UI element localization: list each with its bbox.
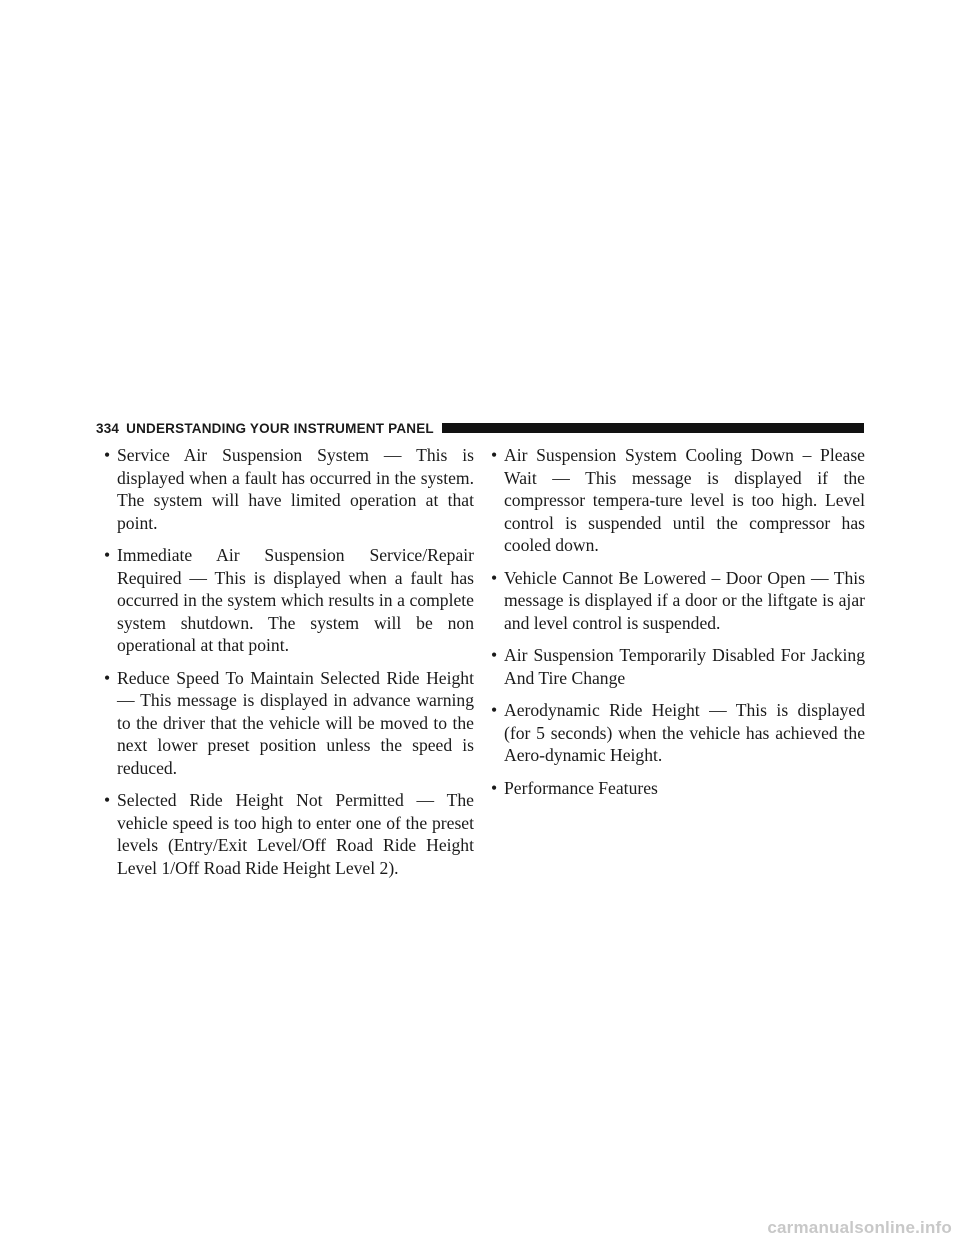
- list-item: [104, 789, 474, 879]
- bullet-icon: •: [491, 445, 498, 465]
- list-item: [104, 544, 474, 657]
- list-item: [491, 567, 865, 635]
- right-column: [491, 444, 865, 809]
- bullet-icon: •: [104, 667, 111, 688]
- page-number: 334: [96, 420, 120, 436]
- bullet-icon: •: [104, 545, 111, 565]
- header-rule: [442, 423, 864, 433]
- list-item: [491, 777, 865, 800]
- bullet-icon: •: [491, 700, 498, 720]
- list-item-text: Performance Features: [504, 777, 658, 798]
- left-bullet-list: [104, 444, 474, 879]
- bullet-icon: •: [104, 445, 111, 465]
- list-item-text: Service Air Suspension System — This is displayed when a fault has occurred in the system. The system will have limited operation at that point.: [117, 445, 474, 533]
- list-item-text: Selected Ride Height Not Permitted — The vehicle speed is too high to enter one of the preset levels (Entry/Exit Level/Off Road Ride Height Level 1/Off Road Ride Height Level 2).: [117, 790, 474, 878]
- list-item: [491, 444, 865, 557]
- list-item: [491, 644, 865, 689]
- section-title: UNDERSTANDING YOUR INSTRUMENT PANEL: [126, 420, 434, 436]
- list-item-text: Air Suspension Temporarily Disabled For Jacking And Tire Change: [504, 645, 865, 688]
- bullet-icon: •: [104, 790, 111, 810]
- list-item: [104, 444, 474, 534]
- page-header: [96, 419, 864, 437]
- list-item-text: Air Suspension System Cooling Down – Please Wait — This message is displayed if the compressor tempera-ture level is too high. Level control is suspended until the compressor has cooled down.: [504, 445, 865, 555]
- bullet-icon: •: [491, 567, 498, 588]
- list-item: [104, 667, 474, 780]
- bullet-icon: •: [491, 777, 498, 798]
- list-item-text: Vehicle Cannot Be Lowered – Door Open — This message is displayed if a door or the liftgate is ajar and level control is suspended.: [504, 567, 865, 633]
- list-item-text: Reduce Speed To Maintain Selected Ride Height — This message is displayed in advance warning to the driver that the vehicle will be moved to the next lower preset position unless the speed is reduced.: [117, 667, 474, 778]
- list-item-text: Immediate Air Suspension Service/Repair Required — This is displayed when a fault has occurred in the system which results in a complete system shutdown. The system will be non operational at that point.: [117, 545, 474, 655]
- watermark: carmanualsonline.info: [767, 1218, 952, 1237]
- right-bullet-list: [491, 444, 865, 799]
- bullet-icon: •: [491, 645, 498, 665]
- left-column: [104, 444, 474, 889]
- list-item: [491, 699, 865, 767]
- list-item-text: Aerodynamic Ride Height — This is displayed (for 5 seconds) when the vehicle has achieved the Aero-dynamic Height.: [504, 700, 865, 765]
